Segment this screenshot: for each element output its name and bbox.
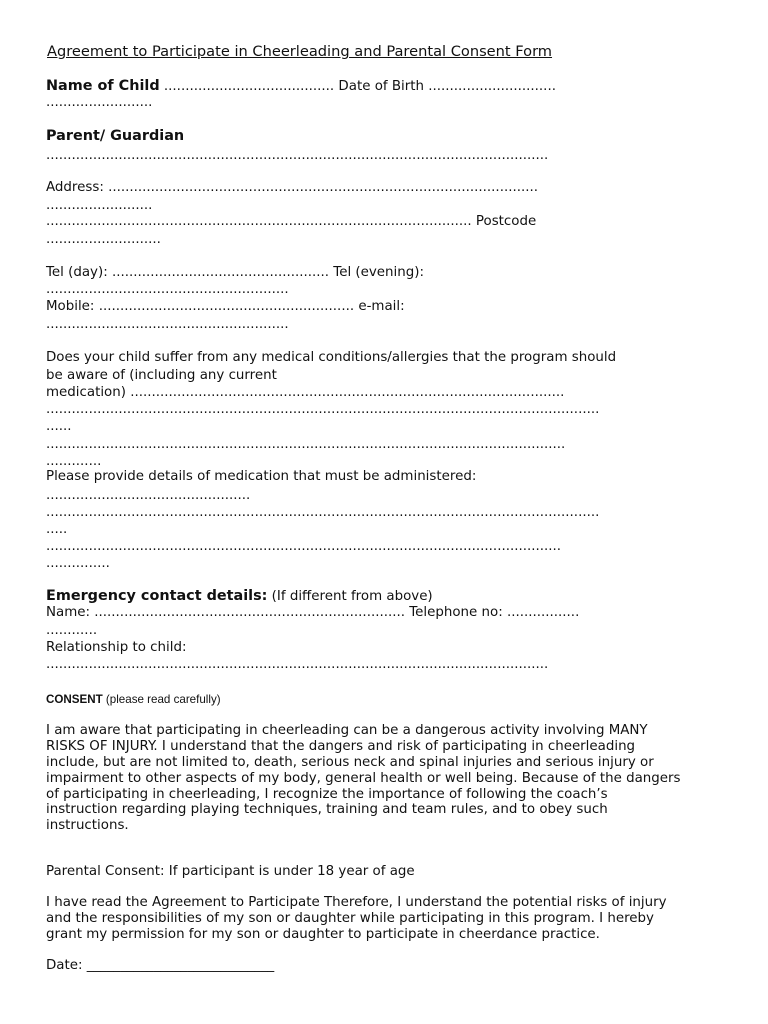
consent-text-1: I am aware that participating in cheerleading can be a dangerous activity involving MANY [46,723,648,738]
consent-text-4: impairment to other aspects of my body, general health or well being. Because of the dangers [46,771,681,786]
relationship-label: Relationship to child: [46,640,187,655]
agreement-text-3: grant my permission for my son or daughter to participate in cheerdance practice. [46,927,600,942]
tel-evening-field: ......................................................... [46,282,289,297]
medication-question: Please provide details of medication that must be administered: [46,469,477,484]
postcode-field: ........................... [46,232,161,247]
medical-field-4: .......................................................................................................................... [46,437,566,452]
agreement-text-2: and the responsibilities of my son or daughter while participating in this program. I hereby [46,911,654,926]
consent-text-7: instructions. [46,818,129,833]
consent-label: CONSENT [46,693,103,706]
form-title: Agreement to Participate in Cheerleading and Parental Consent Form [47,43,553,60]
parent-guardian-field: ...................................................................................................................... [46,148,549,163]
consent-note: (please read carefully) [102,693,221,706]
medication-field-3: ..... [46,522,68,537]
name-dob-fields: ........................................ Date of Birth .............................. [159,79,556,94]
email-field: ......................................................... [46,317,289,332]
name-of-child-label: Name of Child [46,78,160,94]
relationship-field: ...................................................................................................................... [46,657,549,672]
emergency-note: (If different from above) [267,589,433,604]
medical-field-3: ...... [46,419,72,434]
parent-guardian-label: Parent/ Guardian [46,128,185,144]
emergency-heading [46,588,433,605]
dob-field-cont: ......................... [46,95,153,110]
consent-heading [46,692,221,708]
tel-line: Tel (day): ................................................... Tel (evening): [46,265,424,280]
mobile-email-line: Mobile: ............................................................ e-mail: [46,299,405,314]
medication-field-4: ......................................................................................................................... [46,539,562,554]
medical-question-2: be aware of (including any current [46,368,277,383]
agreement-text-1: I have read the Agreement to Participate Therefore, I understand the potential risks of injury [46,895,667,910]
date-field: Date: ____________________________ [46,958,275,973]
consent-text-3: include, but are not limited to, death, serious neck and spinal injuries and serious injury or [46,755,654,770]
medical-question-1: Does your child suffer from any medical conditions/allergies that the program should [46,350,617,365]
parental-consent-heading: Parental Consent: If participant is under 18 year of age [46,864,415,879]
address-line-1: Address: ..................................................................................................... [46,180,539,195]
consent-text-5: of participating in cheerleading, I recognize the importance of following the coach’s [46,787,608,802]
medication-field-2: .................................................................................................................................. [46,505,600,520]
medication-field-1: ................................................ [46,488,251,503]
name-of-child-line [46,78,556,95]
emergency-label: Emergency contact details: [46,588,268,604]
address-postcode-line: .................................................................................................... Postcode [46,214,537,229]
medical-field-2: .................................................................................................................................. [46,402,600,417]
medical-field-1: medication) ...................................................................................................... [46,385,565,400]
emergency-phone-cont: ............ [46,623,98,638]
emergency-name-phone: Name: ......................................................................... Telephone no: ................. [46,605,580,620]
medication-field-5: ............... [46,556,110,571]
consent-text-6: instruction regarding playing techniques, training and team rules, and to obey such [46,802,608,817]
consent-text-2: RISKS OF INJURY. I understand that the dangers and risk of participating in cheerleading [46,739,636,754]
address-line-2: ......................... [46,198,153,213]
medical-field-5: ............. [46,454,102,469]
